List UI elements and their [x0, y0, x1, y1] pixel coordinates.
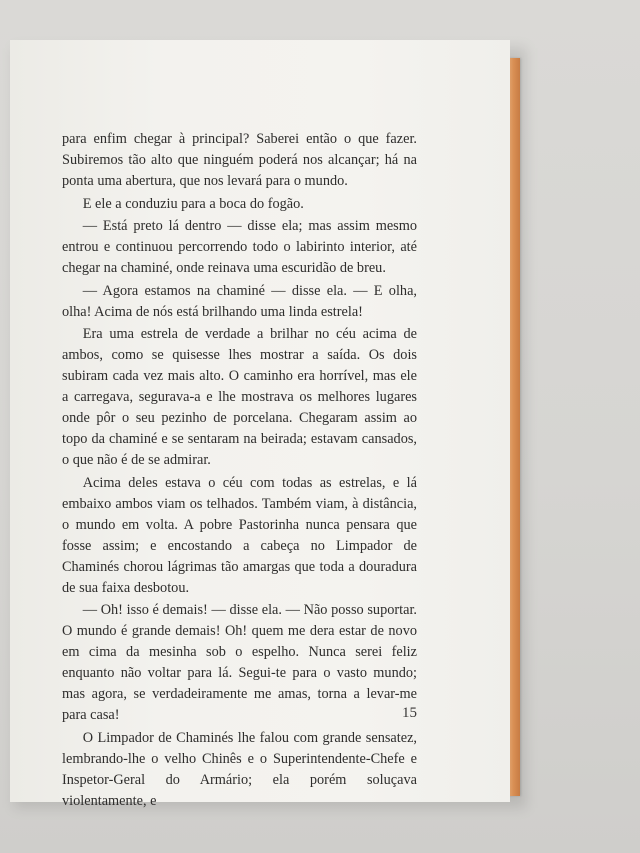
- paragraph-8: O Limpador de Chaminés lhe falou com grande sensatez, lembrando-lhe o velho Chinês e o Superintendente-Chefe e Inspetor-Geral do Armário; ela porém soluçava violentamente, e: [62, 729, 417, 809]
- paragraph-6: Acima deles estava o céu com todas as estrelas, e lá embaixo ambos viam os telhados. Também viam, à distância, o mundo em volta. A pobre Pastorinha nunca pensara que fosse assim; e encostando a cabeça no Limpador de Chaminés chorou lágrimas tão amargas que toda a douradura de sua faixa desbotou.: [62, 474, 417, 596]
- paragraph-4: — Agora estamos na chaminé — disse ela. — E olha, olha! Acima de nós está brilhando uma linda estrela!: [62, 282, 417, 320]
- page-number: 15: [402, 705, 417, 721]
- paragraph-2: E ele a conduziu para a boca do fogão.: [82, 195, 304, 212]
- paragraph-1: para enfim chegar à principal? Saberei então o que fazer. Subiremos tão alto que ninguém poderá nos alcançar; há na ponta uma abertura, que nos levará para o mundo.: [62, 131, 417, 189]
- page-text: [62, 129, 417, 813]
- paragraph-5: Era uma estrela de verdade a brilhar no céu acima de ambos, como se quisesse lhes mostrar a saída. Os dois subiram cada vez mais alto. O caminho era horrível, mas ele a carregava, segurava-a e lhe mostrava os melhores lugares onde pôr o seu pezinho de porcelana. Chegaram assim ao topo da chaminé e se sentaram na beirada; estavam cansados, o que não é de se admirar.: [62, 326, 417, 468]
- paragraph-7: — Oh! isso é demais! — disse ela. — Não posso suportar. O mundo é grande demais! Oh! quem me dera estar de novo em cima da mesinha sob o espelho. Nunca serei feliz enquanto não voltar para lá. Segui-te para o vasto mundo; mas agora, se verdadeiramente me amas, torna a levar-me para casa!: [62, 602, 417, 723]
- paragraph-3: — Está preto lá dentro — disse ela; mas assim mesmo entrou e continuou percorrendo todo o labirinto interior, até chegar na chaminé, onde reinava uma escuridão de breu.: [62, 218, 417, 276]
